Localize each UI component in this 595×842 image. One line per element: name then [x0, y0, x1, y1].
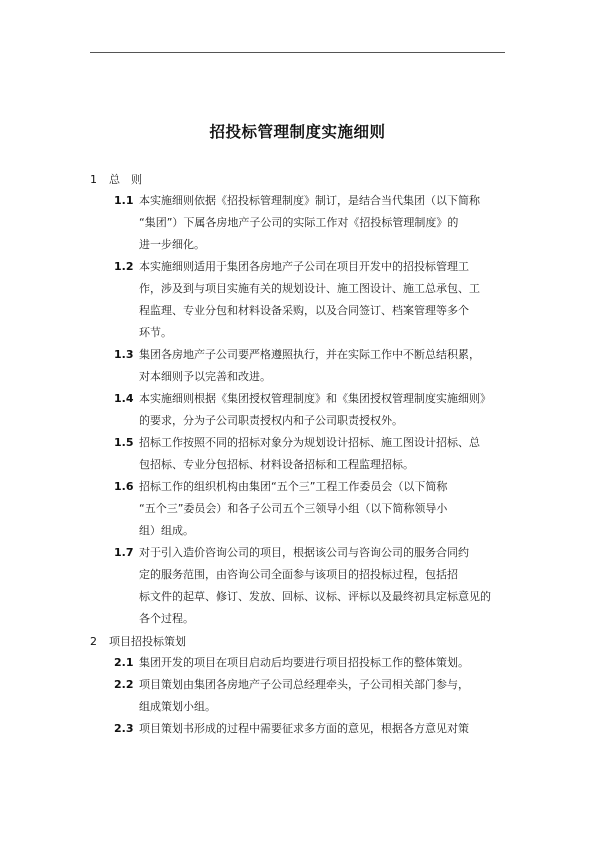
clause-text-line: 集团开发的项目在项目启动后均要进行项目招投标工作的整体策划。 — [139, 656, 469, 669]
clause-text-line: 作，涉及到与项目实施有关的规划设计、施工图设计、施工总承包、工 — [139, 282, 480, 295]
clause-text-line: 本实施细则适用于集团各房地产子公司在项目开发中的招投标管理工 — [139, 260, 469, 273]
clause-text-line: 招标工作按照不同的招标对象分为规划设计招标、施工图设计招标、总 — [139, 436, 480, 449]
section-title: 总 则 — [109, 173, 142, 186]
clause — [90, 674, 510, 718]
clause-text-line: 程监理、专业分包和材料设备采购，以及合同签订、档案管理等多个 — [139, 304, 469, 317]
clause-text-line: 标文件的起草、修订、发放、回标、议标、评标以及最终初具定标意见的 — [139, 590, 491, 603]
clause-number: 1.2 — [114, 260, 134, 273]
clause-text-line: 组）组成。 — [139, 524, 194, 537]
header-rule — [90, 52, 505, 53]
clause-number: 1.7 — [114, 546, 134, 559]
clause-number: 2.2 — [114, 678, 134, 691]
clause-text-line: 进一步细化。 — [139, 238, 205, 251]
clause — [90, 542, 510, 630]
clause-text-line: 本实施细则根据《集团授权管理制度》和《集团授权管理制度实施细则》 — [139, 392, 491, 405]
section-number: 1 — [90, 173, 97, 186]
section-number: 2 — [90, 635, 97, 648]
clause-number: 1.4 — [114, 392, 134, 405]
document-body — [90, 168, 510, 740]
clause-number: 2.3 — [114, 722, 134, 735]
clause-text-line: 的要求，分为子公司职责授权内和子公司职责授权外。 — [139, 414, 403, 427]
clause-text-line: 招标工作的组织机构由集团“五个三”工程工作委员会（以下简称 — [139, 480, 448, 493]
clause — [90, 718, 510, 740]
clause-text-line: 本实施细则依据《招投标管理制度》制订，是结合当代集团（以下简称 — [139, 194, 480, 207]
clause-text-line: “集团”）下属各房地产子公司的实际工作对《招投标管理制度》的 — [139, 216, 459, 229]
clause-text-line: 集团各房地产子公司要严格遵照执行，并在实际工作中不断总结积累， — [139, 348, 480, 361]
clause-number: 1.5 — [114, 436, 134, 449]
clause-number: 1.3 — [114, 348, 134, 361]
clause-number: 1.1 — [114, 194, 134, 207]
section-heading — [90, 631, 510, 652]
clause-text-line: 项目策划由集团各房地产子公司总经理牵头，子公司相关部门参与， — [139, 678, 469, 691]
clause — [90, 190, 510, 256]
clause-text-line: 环节。 — [139, 326, 172, 339]
clause-number: 2.1 — [114, 656, 134, 669]
clause — [90, 388, 510, 432]
clause-text-line: “五个三”委员会）和各子公司五个三领导小组（以下简称领导小 — [139, 502, 448, 515]
clause — [90, 652, 510, 674]
clause-text-line: 包招标、专业分包招标、材料设备招标和工程监理招标。 — [139, 458, 414, 471]
clause-text-line: 定的服务范围，由咨询公司全面参与该项目的招投标过程，包括招 — [139, 568, 458, 581]
clause-number: 1.6 — [114, 480, 134, 493]
clause-text-line: 各个过程。 — [139, 612, 194, 625]
section-title: 项目招投标策划 — [109, 635, 186, 648]
clause — [90, 256, 510, 344]
clause — [90, 476, 510, 542]
document-title: 招投标管理制度实施细则 — [209, 123, 386, 141]
clause-text-line: 项目策划书形成的过程中需要征求多方面的意见，根据各方意见对策 — [139, 722, 469, 735]
clause — [90, 432, 510, 476]
clause — [90, 344, 510, 388]
clause-text-line: 对于引入造价咨询公司的项目，根据该公司与咨询公司的服务合同约 — [139, 546, 469, 559]
section-heading — [90, 169, 510, 190]
clause-text-line: 组成策划小组。 — [139, 700, 216, 713]
clause-text-line: 对本细则予以完善和改进。 — [139, 370, 271, 383]
